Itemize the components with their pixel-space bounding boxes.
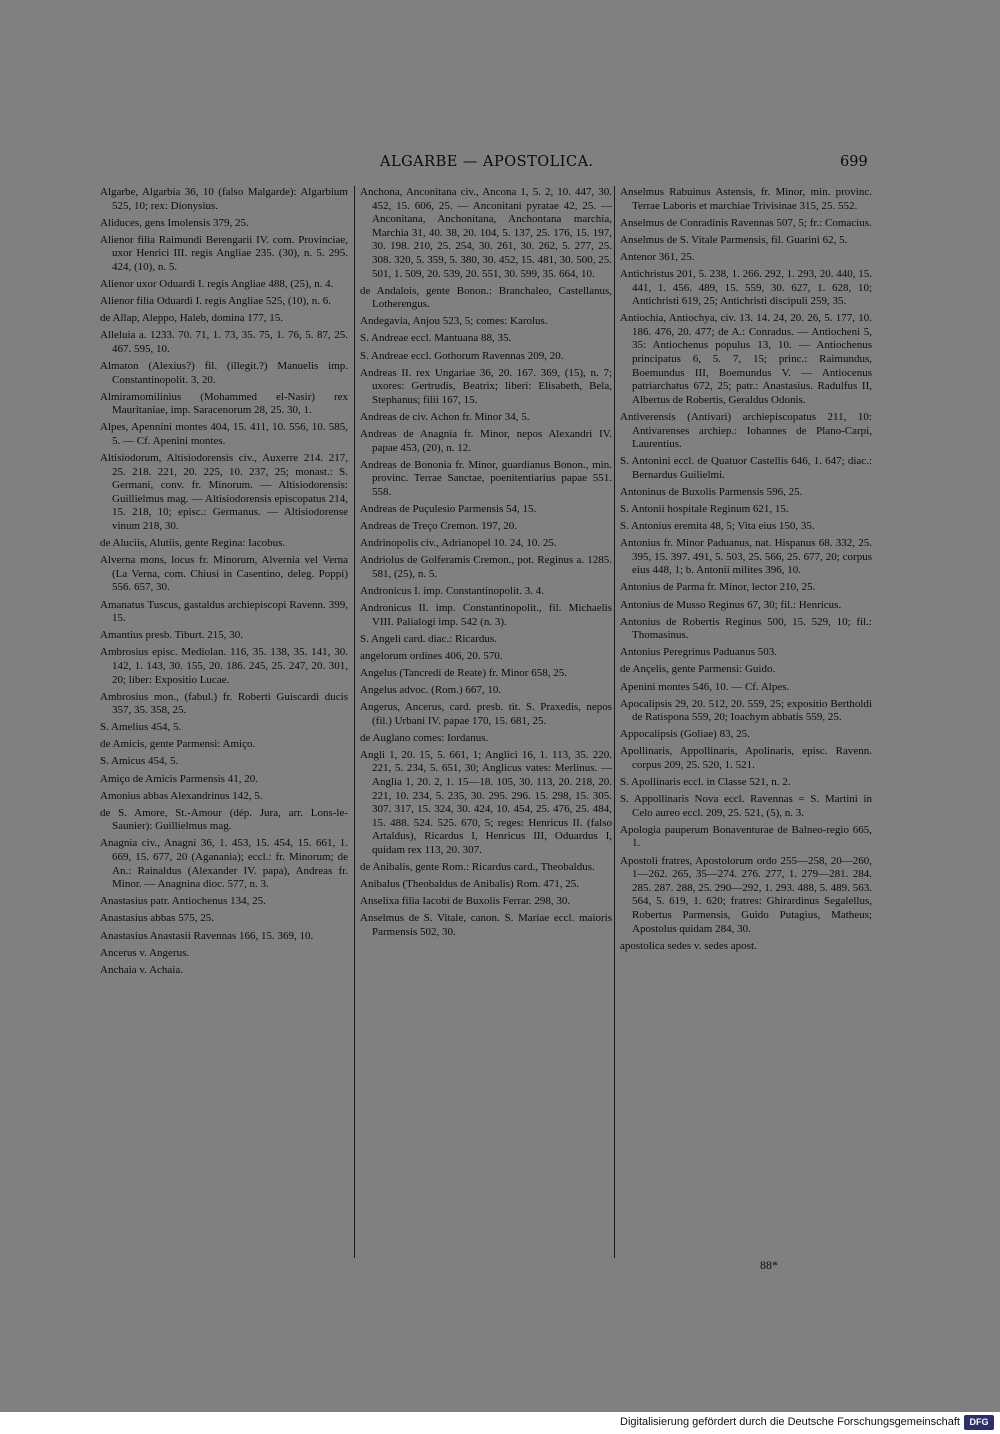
index-entry: Amiço de Amicis Parmensis 41, 20.: [100, 772, 258, 785]
index-entry: Andreas de Anagnia fr. Minor, nepos Alexandri IV. papae 453, (20), n. 12.: [360, 428, 612, 454]
index-entry: Andreas de Treço Cremon. 197, 20.: [360, 520, 518, 533]
index-entry: de Allap, Aleppo, Haleb, domina 177, 15.: [100, 312, 283, 325]
index-entry: Andegavia, Anjou 523, 5; comes: Karolus.: [360, 315, 548, 328]
index-entry: Altisiodorum, Altisiodorensis civ., Auxerre 214. 217, 25. 218. 221, 20. 225, 10. 237, 25; monast.: S. Germani, conv. fr. Minorum. — Altisiodorensis: Guillielmus mag. — Altisiodorensis episcopatus 214, 15. 218, 10; episc.: Germanus. — Altisiodorense vinum 218, 30.: [100, 452, 348, 533]
index-entry: Ambrosius episc. Mediolan. 116, 35. 138, 35. 141, 30. 142, 1. 143, 30. 155, 20. 186. 245, 25. 247, 20. 301, 20; liber: Expositio Lucae.: [100, 646, 348, 686]
index-entry: Apollinaris, Appollinaris, Apolinaris, episc. Ravenn. corpus 209, 25. 520, 1. 521.: [620, 745, 872, 771]
index-entry: de S. Amore, St.-Amour (dép. Jura, arr. Lons-le-Saunier): Guillielmus mag.: [100, 806, 348, 833]
dfg-logo-icon: DFG: [964, 1415, 994, 1430]
index-entry: S. Angeli card. diac.: Ricardus.: [360, 632, 497, 645]
index-entry: Alienor uxor Oduardi I. regis Angliae 488, (25), n. 4.: [100, 278, 334, 291]
index-entry: S. Andreae eccl. Mantuana 88, 35.: [360, 332, 512, 345]
index-entry: Angelus (Tancredi de Reate) fr. Minor 658, 25.: [360, 666, 567, 679]
index-entry: Alleluia a. 1233. 70. 71, 1. 73, 35. 75, 1. 76, 5. 87, 25. 467. 595, 10.: [100, 329, 348, 355]
index-entry: Ancerus v. Angerus.: [100, 946, 190, 959]
index-entry: de Anibalis, gente Rom.: Ricardus card., Theobaldus.: [360, 861, 595, 874]
index-entry: Antonius de Robertis Reginus 500, 15. 529, 10; fil.: Thomasinus.: [620, 615, 872, 642]
index-entry: apostolica sedes v. sedes apost.: [620, 939, 757, 952]
index-entry: S. Andreae eccl. Gothorum Ravennas 209, 20.: [360, 349, 564, 362]
index-entry: Ambrosius mon., (fabul.) fr. Roberti Guiscardi ducis 357, 35. 358, 25.: [100, 690, 348, 717]
index-entry: Angelus advoc. (Rom.) 667, 10.: [360, 684, 502, 696]
index-entry: Anastasius Anastasii Ravennas 166, 15. 369, 10.: [100, 929, 314, 942]
index-entry: Antonius de Parma fr. Minor, lector 210, 25.: [620, 581, 816, 594]
index-entry: Antiochia, Antiochya, civ. 13. 14. 24, 20. 26, 5. 177, 10. 186. 476, 20. 477; de A.: Conradus. — Antiocheni 5, 35: Antiochenus populus 13, 10. — Antiochenus principatus 6, 5. 7, 15; princ.: Raimundus, Boemundus III, Boemundus V. — Antiocenus patriarchatus 672, 25; patr.: Anastasius. Radulfus II, Albertus de Robertis, Geraldus Odonis.: [620, 312, 872, 406]
index-entry: de Amicis, gente Parmensi: Amiço.: [100, 738, 256, 751]
index-entry: Alverna mons, locus fr. Minorum, Alvernia vel Verna (La Verna, com. Chiusi in Casentino, deleg. Poppi) 556. 657, 30.: [100, 554, 348, 594]
index-entry: Anselixa filia Iacobi de Buxolis Ferrar. 298, 30.: [360, 895, 571, 908]
index-entry: Apocalipsis 29, 20. 512, 20. 559, 25; expositio Bertholdi de Ratispona 559, 20; Ioachym abbatis 559, 25.: [620, 697, 872, 724]
index-entry: de Aluciis, Alutiis, gente Regina: Iacobus.: [100, 537, 286, 550]
index-entry: Amonius abbas Alexandrinus 142, 5.: [100, 789, 263, 802]
index-entry: Alienor filia Oduardi I. regis Angliae 525, (10), n. 6.: [100, 295, 331, 308]
index-entry: Andreas de Bononia fr. Minor, guardianus Bonon., min. provinc. Terrae Sanctae, poenitentiarius papae 551. 558.: [360, 458, 612, 498]
index-entry: Antonius fr. Minor Paduanus, nat. Hispanus 68. 332, 25. 395, 15. 397. 491, 5. 503, 25. 566, 25. 677, 20; corpus eius 448, 1; b. Antonii milites 396, 10.: [620, 537, 872, 577]
page-header-title: ALGARBE — APOSTOLICA.: [380, 154, 594, 170]
index-entry: Angli 1, 20. 15, 5. 661, 1; Anglici 16, 1. 113, 35. 220. 221, 5. 234, 5. 651, 30; Anglicus vates: Merlinus. — Anglia 1, 20. 2, 1. 15—18. 105, 30. 113, 20. 218, 20. 221, 10. 234, 5. 235, 30. 295. 296. 15. 298, 15. 305. 307. 317, 15. 324, 30. 424, 10. 454, 25. 476, 25. 484, 15. 488. 524. 525. 670, 5; reges: Henricus II. (falso Artaldus), Ricardus I, Henricus III, Oduardus I, quidam rex 113, 20. 307.: [360, 748, 612, 857]
index-entry: Amantius presb. Tiburt. 215, 30.: [100, 629, 244, 642]
index-entry: Anibalus (Theobaldus de Anibalis) Rom. 471, 25.: [360, 878, 580, 891]
index-entry: de Andalois, gente Bonon.: Branchaleo, Castellanus, Lotherengus.: [360, 284, 612, 311]
index-entry: Apologia pauperum Bonaventurae de Balneo-regio 665, 1.: [620, 823, 872, 850]
index-entry: Andriolus de Golferamis Cremon., pot. Reginus a. 1285. 581, (25), n. 5.: [360, 554, 612, 580]
index-entry: Alpes, Apennini montes 404, 15. 411, 10. 556, 10. 585, 5. — Cf. Apenini montes.: [100, 421, 348, 447]
index-entry: Algarbe, Algarbia 36, 10 (falso Malgarde): Algarbium 525, 10; rex: Dionysius.: [100, 186, 348, 212]
index-entry: Andronicus II. imp. Constantinopolit., fil. Michaelis VIII. Palialogi imp. 542 (n. 3).: [360, 602, 612, 628]
column-divider: [354, 186, 355, 1258]
index-entry: Aliduces, gens Imolensis 379, 25.: [100, 216, 249, 229]
index-entry: S. Antonini eccl. de Quatuor Castellis 646, 1. 647; diac.: Bernardus Guilielmi.: [620, 455, 872, 481]
page-number: 699: [840, 154, 868, 170]
index-entry: Angerus, Ancerus, card. presb. tit. S. Praxedis, nepos (fil.) Urbani IV. papae 170, 15. 681, 25.: [360, 701, 612, 727]
index-entry: Almiramomilinius (Mohammed el-Nasir) rex Mauritaniae, imp. Saracenorum 28, 25. 30, 1.: [100, 390, 348, 417]
index-entry: Andronicus I. imp. Constantinopolit. 3. 4.: [360, 584, 544, 597]
index-entry: Anselmus Rabuinus Astensis, fr. Minor, min. provinc. Terrae Laboris et marchiae Trivisinae 315, 25. 552.: [620, 186, 872, 212]
index-entry: S. Apollinaris eccl. in Classe 521, n. 2.: [620, 776, 791, 789]
index-entry: Antiverensis (Antivari) archiepiscopatus 211, 10: Antivarenses archiep.: Iohannes de Plano-Carpi, Laurentius.: [620, 410, 872, 451]
index-entry: Antichristus 201, 5. 238, 1. 266. 292, 1. 293, 20. 440, 15. 441, 1. 456. 489, 15. 559, 30. 627, 1. 628, 10; Antichristi 619, 25; Antichristi discipuli 259, 35.: [620, 267, 872, 308]
index-column-1: [100, 186, 348, 981]
index-entry: Anselmus de S. Vitale Parmensis, fil. Guarini 62, 5.: [620, 233, 848, 246]
index-entry: Anastasius abbas 575, 25.: [100, 912, 214, 925]
index-entry: angelorum ordines 406, 20. 570.: [360, 649, 503, 662]
index-entry: de Auglano comes: Iordanus.: [360, 731, 489, 744]
index-entry: Anagnia civ., Anagni 36, 1. 453, 15. 454, 15. 661, 1. 669, 15. 677, 20 (Aganania); eccl.: fr. Minorum; de An.: Rainaldus (Alexander IV. papa), Andreas fr. Minor. — Anagnina dioc. 577, n. 3.: [100, 837, 348, 891]
index-entry: Appocalipsis (Goliae) 83, 25.: [620, 728, 750, 741]
index-entry: Amanatus Tuscus, gastaldus archiepiscopi Ravenn. 399, 15.: [100, 598, 348, 625]
index-entry: Anastasius patr. Antiochenus 134, 25.: [100, 895, 266, 908]
index-entry: de Ançelis, gente Parmensi: Guido.: [620, 663, 776, 676]
index-entry: Apenini montes 546, 10. — Cf. Alpes.: [620, 680, 790, 693]
index-entry: Apostoli fratres, Apostolorum ordo 255—258, 20—260, 1—262. 265, 35—274. 276. 277, 1. 279—281. 284. 285. 287. 288, 25. 290—292, 1. 293. 488, 5. 489. 563. 564, 5. 619, 1. 620; fratres: Ghirardinus Segalellus, Robertus Parmensis, Guido Putagius, Matheus; Apostolus quidam 284, 30.: [620, 854, 872, 935]
sheet-signature: 88*: [760, 1258, 778, 1272]
index-entry: Antonius Peregrinus Paduanus 503.: [620, 646, 778, 659]
index-entry: S. Antonius eremita 48, 5; Vita eius 150, 35.: [620, 520, 815, 533]
footer-credit-text: Digitalisierung gefördert durch die Deutsche Forschungsgemeinschaft: [620, 1416, 960, 1428]
index-entry: S. Antonii hospitale Reginum 621, 15.: [620, 502, 789, 515]
index-entry: Andreas de civ. Achon fr. Minor 34, 5.: [360, 410, 530, 423]
index-entry: Anchaia v. Achaia.: [100, 963, 183, 976]
footer-banner: [0, 1412, 1000, 1434]
index-column-2: [360, 186, 612, 943]
index-entry: Andreas de Puçulesio Parmensis 54, 15.: [360, 502, 537, 515]
index-entry: S. Appollinaris Nova eccl. Ravennas = S. Martini in Celo aureo eccl. 209, 25. 521, (5), n. 3.: [620, 793, 872, 819]
index-entry: Antonius de Musso Reginus 67, 30; fil.: Henricus.: [620, 598, 842, 611]
index-entry: Anchona, Anconitana civ., Ancona 1, 5. 2, 10. 447, 30. 452, 15. 606, 25. — Anconitani pyratae 42, 25. — Anconitana, Anchonitana, Anchontana marchia, Marchia 31, 40. 38, 20. 104, 5. 137, 25. 176, 15. 197, 30. 198. 210, 25. 254, 30. 261, 30. 262, 5. 277, 25. 308. 320, 5. 359, 5. 380, 30. 452, 15. 481, 30. 500, 25. 501, 1. 509, 20. 539, 20. 551, 30. 599, 35. 664, 10.: [360, 186, 612, 280]
index-entry: Antenor 361, 25.: [620, 250, 695, 263]
index-entry: Andrinopolis civ., Adrianopel 10. 24, 10. 25.: [360, 537, 557, 550]
index-entry: S. Amicus 454, 5.: [100, 755, 179, 768]
index-entry: Antoninus de Buxolis Parmensis 596, 25.: [620, 485, 803, 498]
index-column-3: [620, 186, 872, 957]
index-entry: Almaton (Alexius?) fil. (illegit.?) Manuelis imp. Constantinopolit. 3, 20.: [100, 360, 348, 386]
column-divider: [614, 186, 615, 1258]
index-entry: Alienor filia Raimundi Berengarii IV. com. Provinciae, uxor Henrici III. regis Angliae 235. (30), n. 5. 295. 424, (10), n. 5.: [100, 233, 348, 273]
index-entry: Andreas II. rex Ungariae 36, 20. 167. 369, (15), n. 7; uxores: Gertrudis, Beatrix; liberi: Elisabeth, Bela, Stephanus; filii 167, 15.: [360, 366, 612, 406]
index-entry: Anselmus de S. Vitale, canon. S. Mariae eccl. maioris Parmensis 502, 30.: [360, 912, 612, 938]
index-entry: Anselmus de Conradinis Ravennas 507, 5; fr.: Comacius.: [620, 216, 872, 229]
index-entry: S. Amelius 454, 5.: [100, 721, 182, 734]
